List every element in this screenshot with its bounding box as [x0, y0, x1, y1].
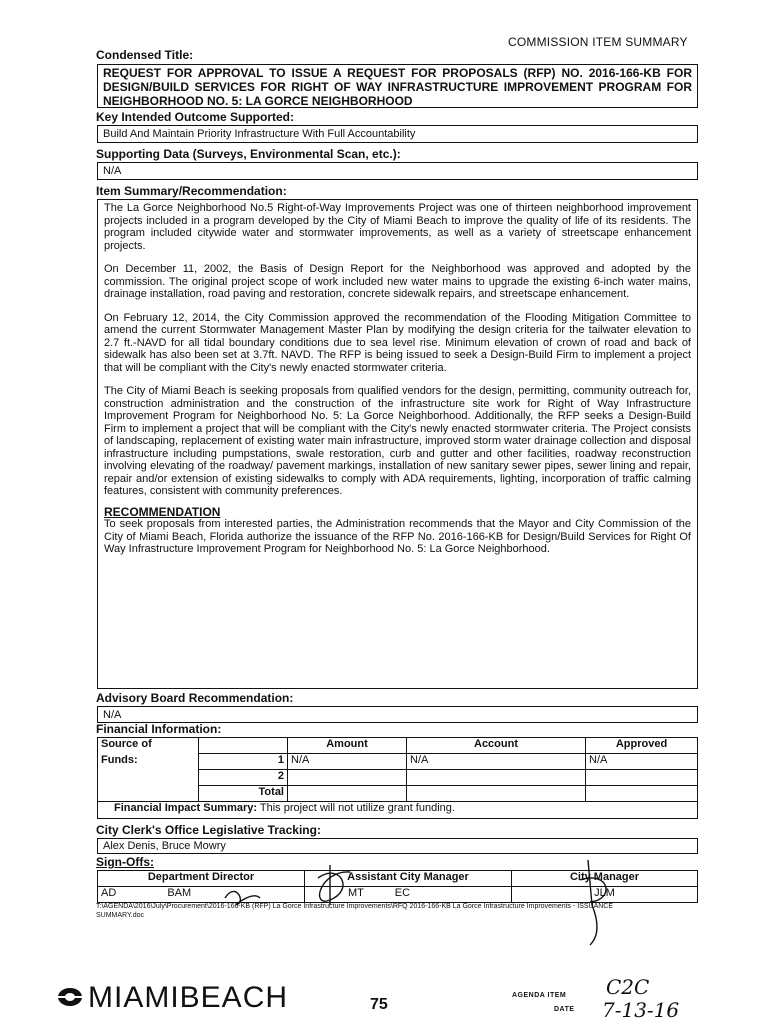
key-outcome-value: Build And Maintain Priority Infrastructure With Full Accountability [97, 125, 698, 143]
summary-paragraph-3: On February 12, 2014, the City Commission approved the recommendation of the Flooding Mitigation Committee to amend the current Stormwater Management Master Plan by modifying the design criteria for the tailwater elevation to 2.7 ft.-NAVD for all tidal boundary conditions due to sea level rise. Minimum elevation of crown of road and back of sidewalk has also been set at 3.7ft. NAVD. The RFP is being issued to seek a Design-Build Firm to implement a project that will be compliant with the City's newly enacted stormwater criteria. [104, 311, 691, 374]
recommendation-text: To seek proposals from interested parties, the Administration recommends that the Mayor and City Commission of the City of Miami Beach, Florida authorize the issuance of the RFP No. 2016-166-KB for Design/Build Services for Right Of Way Infrastructure Improvement Program for Neighborhood No. 5: La Gorce Neighborhood. [104, 518, 691, 555]
supporting-data-value: N/A [97, 162, 698, 180]
key-outcome-label: Key Intended Outcome Supported: [96, 110, 295, 124]
summary-paragraph-2: On December 11, 2002, the Basis of Design Report for the Neighborhood was approved and adopted by the commission. The original project scope of work included new water mains to upgrade the existing 6-inch water mains, drainage installation, road paving and restoration, concrete sidewalk repairs, and streetscape enhancement. [104, 263, 691, 300]
miami-beach-logo-text: MIAMIBEACH [88, 981, 289, 1014]
summary-paragraph-4: The City of Miami Beach is seeking proposals from qualified vendors for the design, permitting, community outreach for, construction administration and the construction of the infrastructure site work for Right of Way Infrastructure Improvement Program for Neighborhood No. 5: La Gorce Neighborhood. Additionally, the RFP seeks a Design-Build Firm to implement a project that will be compliant with the City's newly enacted stormwater criteria. The Project consists of landscaping, replacement of existing water main infrastructure, improved storm water drainage collection and disposal infrastructure including pumpstations, swale restoration, curb and gutter and other facilities, roadway reconstruction involving elevating of the roadway/ pavement markings, installation of new sanitary sewer pipes, sewer lining and repair, repair and/or extension of existing sidewalks to comply with ADA requirements, lighting, incorporation of traffic calming features, consistent with community preferences. [104, 385, 691, 497]
condensed-title-label: Condensed Title: [96, 48, 194, 62]
account-header: Account [407, 738, 586, 754]
acm-initials-mt: MT [348, 887, 364, 899]
funds-label: Funds: [98, 754, 199, 770]
date-label: DATE [554, 1006, 575, 1013]
amount-header: Amount [288, 738, 407, 754]
assistant-city-manager-header: Assistant City Manager [305, 871, 512, 887]
financial-impact-text: This project will not utilize grant funding. [259, 802, 455, 814]
sign-offs-label: Sign-Offs: [96, 855, 154, 869]
city-clerk-label: City Clerk's Office Legislative Tracking: [96, 823, 321, 837]
agenda-item-value: C2C [606, 975, 650, 999]
page-number: 75 [370, 996, 388, 1013]
supporting-data-label: Supporting Data (Surveys, Environmental Scan, etc.): [96, 147, 401, 161]
source-of-label: Source of [98, 738, 199, 754]
recommendation-heading: RECOMMENDATION [104, 504, 221, 519]
city-manager-header: City Manager [512, 871, 698, 887]
agenda-item-label: AGENDA ITEM [512, 992, 567, 999]
financial-table [97, 737, 698, 819]
row-1-amount: N/A [288, 754, 407, 770]
row-1-account: N/A [407, 754, 586, 770]
financial-impact-label: Financial Impact Summary: [114, 802, 258, 814]
financial-information-label: Financial Information: [96, 722, 222, 736]
city-clerk-value: Alex Denis, Bruce Mowry [97, 838, 698, 854]
row-1-number: 1 [199, 754, 288, 770]
dept-initials-ad: AD [101, 887, 117, 899]
row-2-number: 2 [199, 770, 288, 786]
condensed-title-text: REQUEST FOR APPROVAL TO ISSUE A REQUEST FOR PROPOSALS (RFP) NO. 2016-166-KB FOR DESIGN/BUILD SERVICES FOR RIGHT OF WAY INFRASTRUCTURE IMPROVEMENT PROGRAM FOR NEIGHBORHOOD NO. 5: LA GORCE NEIGHBORHOOD [97, 64, 698, 108]
miami-beach-logo-icon [57, 986, 83, 1008]
date-value: 7-13-16 [602, 998, 680, 1022]
item-summary-label: Item Summary/Recommendation: [96, 184, 287, 198]
advisory-board-value: N/A [97, 706, 698, 723]
approved-header: Approved [586, 738, 698, 754]
item-summary-box [97, 199, 698, 689]
financial-impact-row [98, 802, 698, 819]
city-manager-initials: JLM [512, 887, 698, 903]
row-1-approved: N/A [586, 754, 698, 770]
advisory-board-label: Advisory Board Recommendation: [96, 691, 294, 705]
dept-initials-bam: BAM [167, 887, 192, 899]
acm-initials-ec: EC [394, 887, 411, 899]
signature-acm [318, 865, 350, 905]
total-label: Total [199, 786, 288, 802]
summary-paragraph-1: The La Gorce Neighborhood No.5 Right-of-Way Improvements Project was one of thirteen neighborhood improvement projects included in a program developed by the City of Miami Beach to improve the quality of life of its residents. The program included citywide water and stormwater improvements, as well as a variety of streetscape enhancement projects. [104, 202, 691, 252]
document-file-path: T:\AGENDA\2016\July\Procurement\2016-166-KB (RFP) La Gorce Infrastructure Improvements\RFQ 2016-166-KB La Gorce Infrastructure Improvements - ISSUANCE SUMMARY.doc [96, 903, 614, 919]
department-director-header: Department Director [98, 871, 305, 887]
commission-item-summary-heading: COMMISSION ITEM SUMMARY [508, 35, 688, 49]
